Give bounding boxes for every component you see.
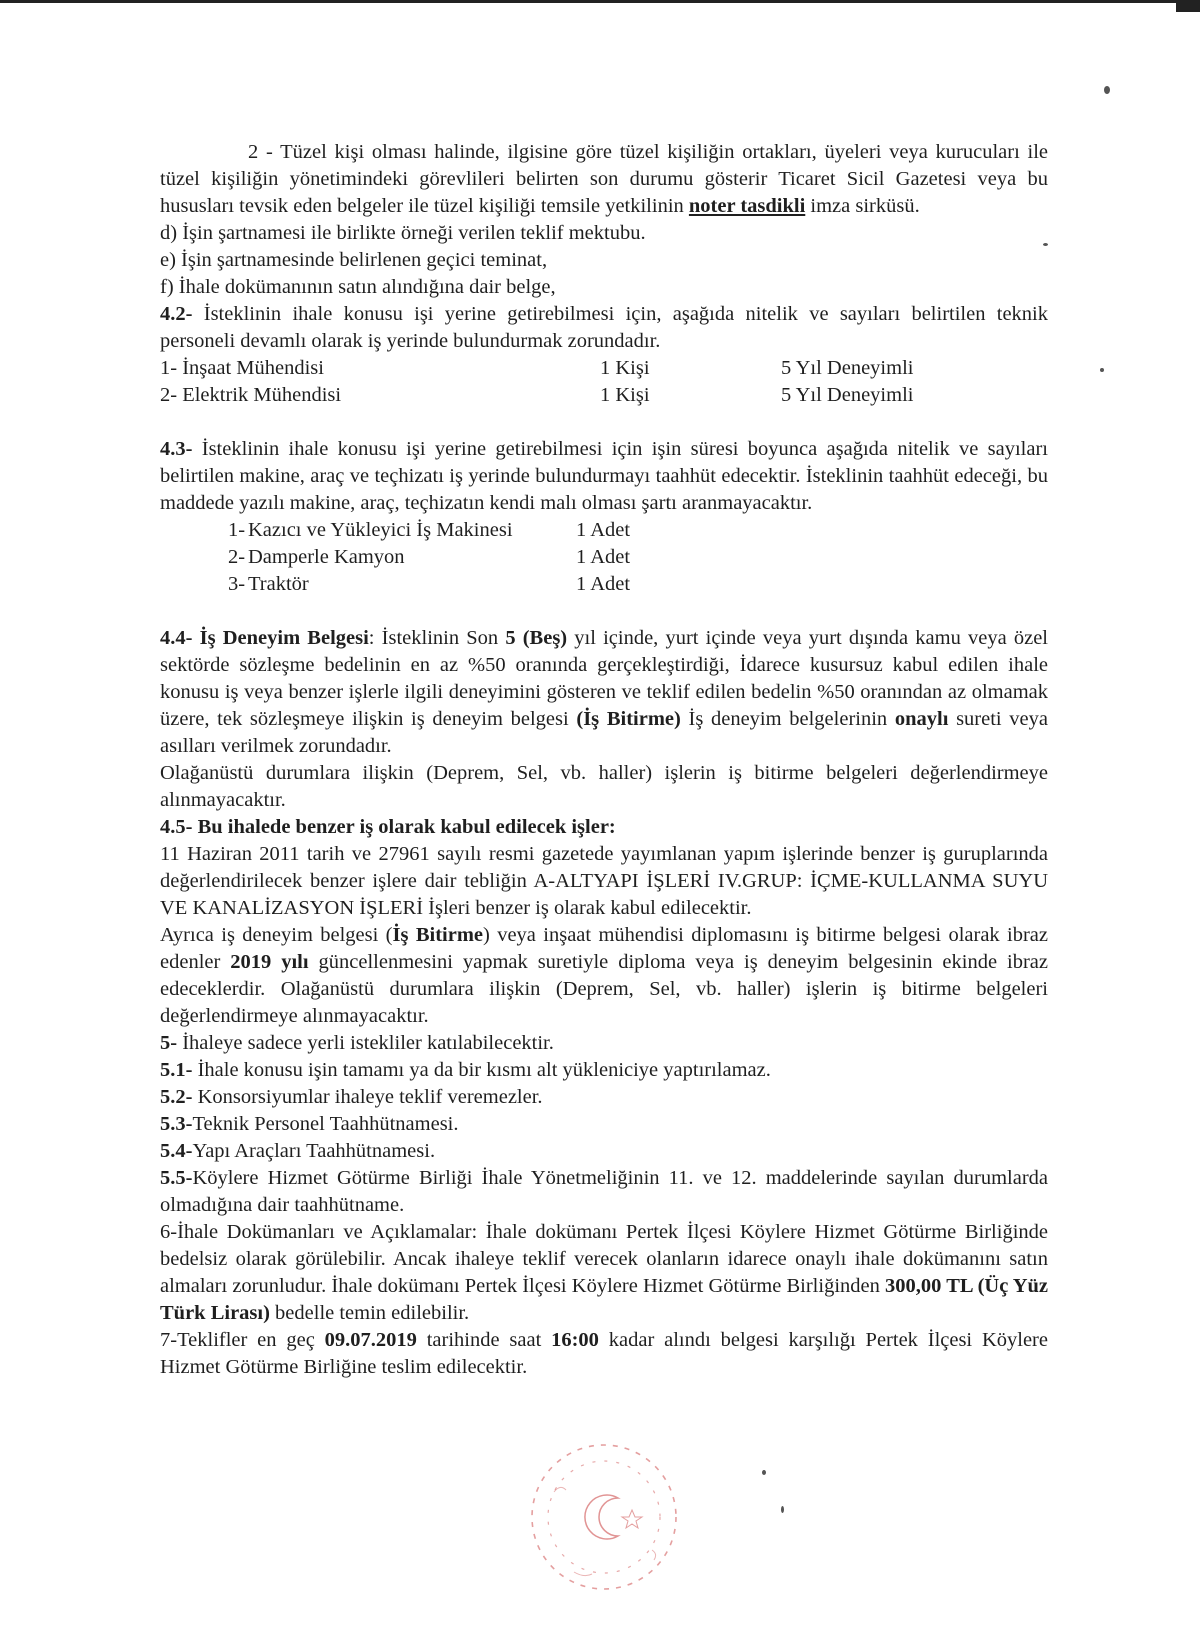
section-5-4: 5.4-Yapı Araçları Taahhütnamesi. <box>160 1140 436 1162</box>
section-6: 6-İhale Dokümanları ve Açıklamalar: İhale dokümanı Pertek İlçesi Köylere Hizmet Götürme Birliğinde bedelsiz olarak görülebilir. Ancak ihaleye teklif verecek olanların idarece onaylı ihale dokümanını satın almaları zorunludur. İhale dokümanı Pertek İlçesi Köylere Hizmet Götürme Birliğinden 300,00 TL (Üç Yüz Türk Lirası) bedelle temin edilebilir. <box>160 1221 1049 1324</box>
section-4-4-note: Olağanüstü durumlara ilişkin (Deprem, Sel, vb. haller) işlerin iş bitirme belgeleri değerlendirmeye alınmayacaktır. <box>160 762 1048 811</box>
scan-speck <box>1043 243 1048 246</box>
scan-speck <box>781 1506 784 1513</box>
scan-speck <box>1104 86 1110 94</box>
section-5-2: 5.2- Konsorsiyumlar ihaleye teklif veremezler. <box>160 1086 543 1108</box>
machine-row: 1- Kazıcı ve Yükleyici İş Makinesi 1 Adet <box>228 519 631 541</box>
scan-speck <box>762 1470 766 1475</box>
section-4-2: 4.2- İsteklinin ihale konusu işi yerine getirebilmesi için, aşağıda nitelik ve sayıları belirtilen teknik personeli devamlı olarak iş yerinde bulundurmak zorundadır. <box>160 303 1048 352</box>
section-5-1: 5.1- İhale konusu işin tamamı ya da bir kısmı alt yükleniciye yaptırılamaz. <box>160 1059 771 1081</box>
section-5-5: 5.5-Köylere Hizmet Götürme Birliği İhale Yönetmeliğinin 11. ve 12. maddelerinde sayılan durumlarda olmadığına dair taahhütname. <box>160 1167 1048 1216</box>
personnel-row: 1- İnşaat Mühendisi 1 Kişi 5 Yıl Deneyimli <box>160 357 914 379</box>
item-f: f) İhale dokümanının satın alındığına dair belge, <box>160 276 556 298</box>
machine-row: 2- Damperle Kamyon 1 Adet <box>228 546 631 568</box>
section-5: 5- İhaleye sadece yerli istekliler katılabilecektir. <box>160 1032 554 1054</box>
section-7: 7-Teklifler en geç 09.07.2019 tarihinde saat 16:00 kadar alındı belgesi karşılığı Pertek İlçesi Köylere Hizmet Götürme Birliğine teslim edilecektir. <box>160 1329 1048 1378</box>
scan-top-edge <box>0 0 1200 3</box>
personnel-row: 2- Elektrik Mühendisi 1 Kişi 5 Yıl Deneyimli <box>160 384 914 406</box>
item-e: e) İşin şartnamesinde belirlenen geçici teminat, <box>160 249 548 271</box>
section-4-5-heading: 4.5- Bu ihalede benzer iş olarak kabul edilecek işler: <box>160 816 616 838</box>
item-d: d) İşin şartnamesi ile birlikte örneği verilen teklif mektubu. <box>160 222 646 244</box>
noter-tasdikli: noter tasdikli <box>688 195 806 217</box>
section-4-3: 4.3- İsteklinin ihale konusu işi yerine getirebilmesi için işin süresi boyunca aşağıda nitelik ve sayıları belirtilen makine, araç ve teçhizatı iş yerinde bulundurmayı taahhüt edecektir. İsteklinin taahhüt edeceği, bu maddede yazılı makine, araç, teçhizatın kendi malı olması şartı aranmayacaktır. <box>160 438 1048 514</box>
section-5-3: 5.3-Teknik Personel Taahhütnamesi. <box>160 1113 459 1135</box>
paragraph-2: 2 - Tüzel kişi olması halinde, ilgisine göre tüzel kişiliğin ortakları, üyeleri veya kurucuları ile tüzel kişiliğin yönetimindeki görevlileri belirten son durumu gösterir Ticaret Sicil Gazetesi veya bu hususları tevsik eden belgeler ile tüzel kişiliği temsile yetkilinin noter tasdikli imza sirküsü. <box>160 141 1048 217</box>
scan-speck <box>1100 368 1104 372</box>
document-body <box>160 139 1048 1381</box>
scan-corner-mark <box>1176 0 1200 12</box>
section-4-5-text: 11 Haziran 2011 tarih ve 27961 sayılı resmi gazetede yayımlanan yapım işlerinde benzer iş guruplarında değerlendirilecek benzer işlere dair tebliğin A-ALTYAPI İŞLERİ IV.GRUP: İÇME-KULLANMA SUYU VE KANALİZASYON İŞLERİ İşleri benzer iş olarak kabul edilecektir. <box>160 843 1048 919</box>
official-seal-stamp <box>514 1432 694 1602</box>
paragraph-ayrica: Ayrıca iş deneyim belgesi (İş Bitirme) veya inşaat mühendisi diplomasını iş bitirme belgesi olarak ibraz edenler 2019 yılı güncellenmesini yapmak suretiyle diploma veya iş deneyim belgesinin ekinde ibraz edeceklerdir. Olağanüstü durumlara ilişkin (Deprem, Sel, vb. haller) işlerin iş bitirme belgeleri değerlendirmeye alınmayacaktır. <box>160 924 1048 1027</box>
section-4-4: 4.4- İş Deneyim Belgesi: İsteklinin Son 5 (Beş) yıl içinde, yurt içinde veya yurt dışında kamu veya özel sektörde sözleşme bedelinin en az %50 oranında gerçekleştirdiği, İdarece kusursuz kabul edilen ihale konusu iş veya benzer işlerle ilgili deneyimini gösteren ve teklif edilen bedelin %50 oranından az olmamak üzere, tek sözleşmeye ilişkin iş deneyim belgesi (İş Bitirme) İş deneyim belgelerinin onaylı sureti veya asılları verilmek zorundadır. <box>160 627 1048 757</box>
machine-row: 3- Traktör 1 Adet <box>228 573 631 595</box>
